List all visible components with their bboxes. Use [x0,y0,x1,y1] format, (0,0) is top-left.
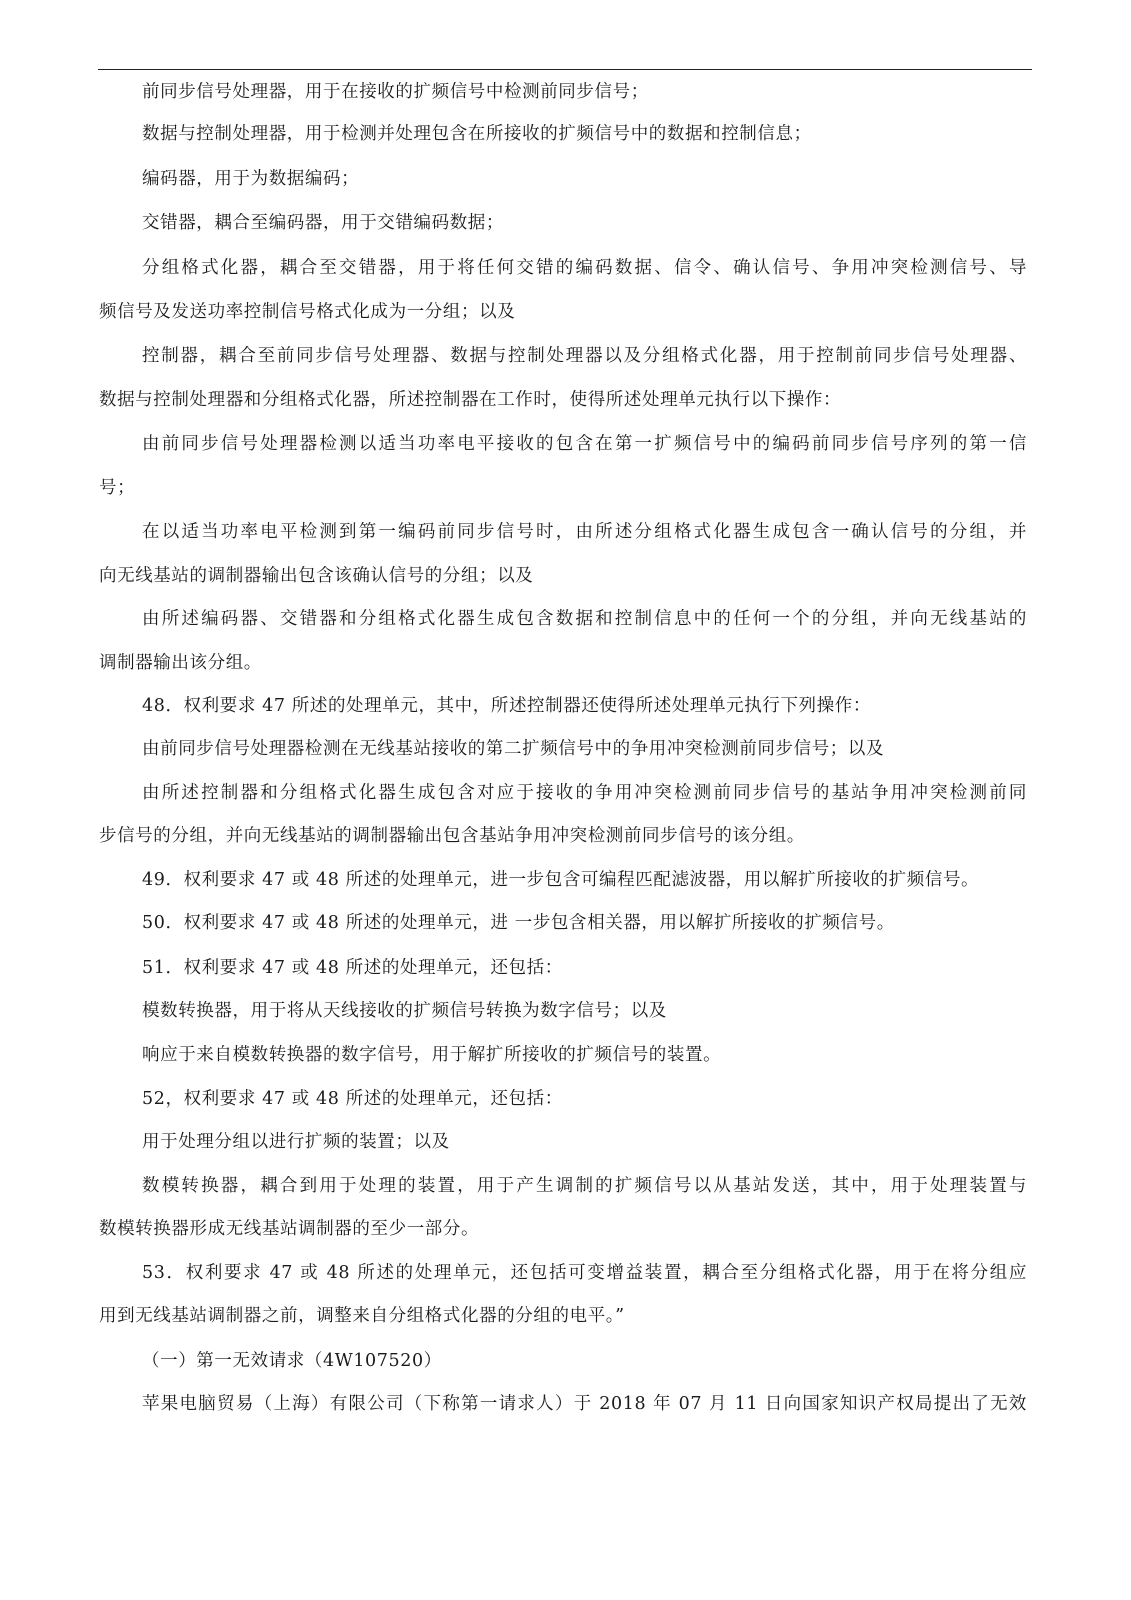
text-line: 由所述编码器、交错器和分组格式化器生成包含数据和控制信息中的任何一个的分组，并向无线基站的 [142,609,1027,629]
text-line: 分组格式化器，耦合至交错器，用于将任何交错的编码数据、信令、确认信号、争用冲突检测信号、导 [142,258,1027,278]
claim-52: 52，权利要求 47 或 48 所述的处理单元，还包括： [142,1089,563,1109]
header-rule [98,69,1032,70]
text-line: 在以适当功率电平检测到第一编码前同步信号时，由所述分组格式化器生成包含一确认信号的分组，并 [142,522,1027,542]
text-line: 响应于来自模数转换器的数字信号，用于解扩所接收的扩频信号的装置。 [142,1045,722,1065]
text-line: 用于处理分组以进行扩频的装置；以及 [142,1132,450,1152]
text-line: 步信号的分组，并向无线基站的调制器输出包含基站争用冲突检测前同步信号的该分组。 [99,826,805,846]
text-line: 数据与控制处理器和分组格式化器，所述控制器在工作时，使得所述处理单元执行以下操作： [99,390,842,410]
text-line: 数据与控制处理器，用于检测并处理包含在所接收的扩频信号中的数据和控制信息； [142,124,812,144]
claim-53: 53．权利要求 47 或 48 所述的处理单元，还包括可变增益装置，耦合至分组格式化器，用于在将分组应 [142,1263,1027,1283]
text-line: 数模转换器，耦合到用于处理的装置，用于产生调制的扩频信号以从基站发送，其中，用于处理装置与 [142,1176,1027,1196]
text-line: 前同步信号处理器，用于在接收的扩频信号中检测前同步信号； [142,82,649,102]
text-line: 控制器，耦合至前同步信号处理器、数据与控制处理器以及分组格式化器，用于控制前同步信号处理器、 [142,346,1027,366]
section-heading: （一）第一无效请求（4W107520） [142,1351,442,1371]
text-line: 编码器，用于为数据编码； [142,169,360,189]
text-line: 向无线基站的调制器输出包含该确认信号的分组；以及 [99,566,534,586]
text-line: 号； [99,478,136,498]
text-line: 由前同步信号处理器检测以适当功率电平接收的包含在第一扩频信号中的编码前同步信号序列的第一信 [142,434,1027,454]
text-line: 模数转换器，用于将从天线接收的扩频信号转换为数字信号；以及 [142,1001,667,1021]
claim-49: 49．权利要求 47 或 48 所述的处理单元，进一步包含可编程匹配滤波器，用以解扩所接收的扩频信号。 [142,870,980,890]
text-line: 交错器，耦合至编码器，用于交错编码数据； [142,213,504,233]
claim-48: 48．权利要求 47 所述的处理单元，其中，所述控制器还使得所述处理单元执行下列操作： [142,696,871,716]
text-line: 由前同步信号处理器检测在无线基站接收的第二扩频信号中的争用冲突检测前同步信号；以及 [142,739,885,759]
text-line: 用到无线基站调制器之前，调整来自分组格式化器的分组的电平。” [99,1306,625,1326]
claim-51: 51．权利要求 47 或 48 所述的处理单元，还包括： [142,958,563,978]
text-line: 苹果电脑贸易（上海）有限公司（下称第一请求人）于 2018 年 07 月 11 日向国家知识产权局提出了无效 [142,1394,1027,1414]
text-line: 调制器输出该分组。 [99,653,262,673]
text-line: 由所述控制器和分组格式化器生成包含对应于接收的争用冲突检测前同步信号的基站争用冲突检测前同 [142,783,1027,803]
text-line: 频信号及发送功率控制信号格式化成为一分组；以及 [99,302,516,322]
text-line: 数模转换器形成无线基站调制器的至少一部分。 [99,1219,480,1239]
claim-50: 50．权利要求 47 或 48 所述的处理单元，进 一步包含相关器，用以解扩所接收的扩频信号。 [142,913,895,933]
